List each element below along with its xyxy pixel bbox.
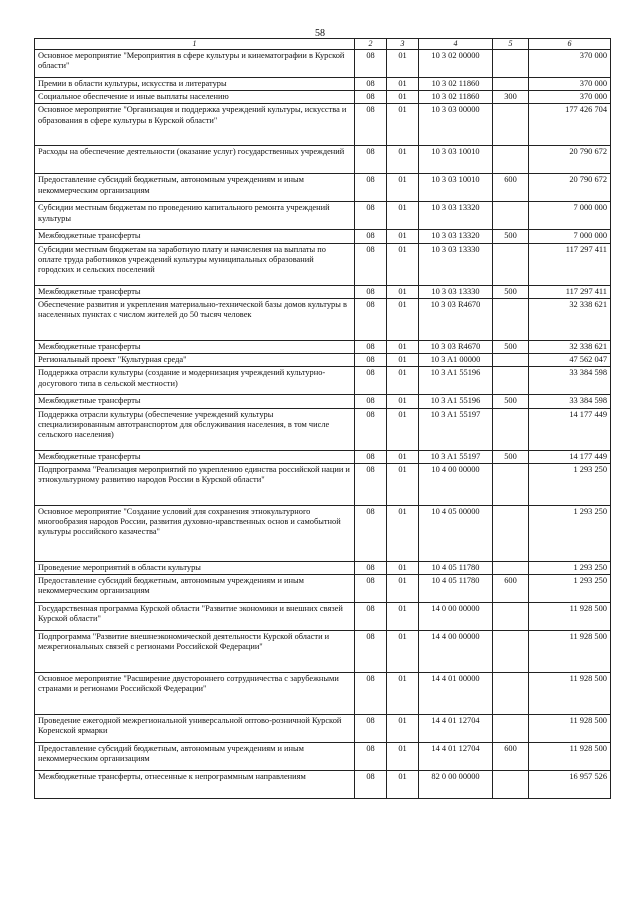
section-cell: 08	[355, 91, 387, 104]
expense-type-cell	[493, 603, 529, 631]
expense-type-cell	[493, 146, 529, 174]
subsection-cell: 01	[387, 49, 419, 77]
name-cell: Основное мероприятие "Мероприятия в сфере культуры и кинематографии в Курской области"	[35, 49, 355, 77]
name-cell: Поддержка отрасли культуры (создание и модернизация учреждений культурно-досугового типа в сельской местности)	[35, 367, 355, 395]
table-row	[35, 743, 611, 771]
expense-type-cell	[493, 202, 529, 230]
expense-type-cell	[493, 243, 529, 285]
amount-cell: 11 928 500	[529, 743, 611, 771]
section-cell: 08	[355, 408, 387, 450]
subsection-cell: 01	[387, 174, 419, 202]
target-article-cell: 10 3 03 13330	[419, 285, 493, 298]
section-cell: 08	[355, 285, 387, 298]
target-article-cell: 10 3 03 13330	[419, 243, 493, 285]
name-cell: Проведение ежегодной межрегиональной универсальной оптово-розничной Курской Коренской ярмарки	[35, 715, 355, 743]
amount-cell: 32 338 621	[529, 298, 611, 340]
target-article-cell: 10 3 02 00000	[419, 49, 493, 77]
name-cell: Основное мероприятие "Расширение двустороннего сотрудничества с зарубежными странами и регионами Российской Федерации"	[35, 673, 355, 715]
table-row	[35, 230, 611, 243]
name-cell: Проведение мероприятий в области культуры	[35, 561, 355, 574]
table-row	[35, 408, 611, 450]
col-header-subsection: 3	[387, 39, 419, 50]
name-cell: Основное мероприятие "Организация и поддержка учреждений культуры, искусства и образования в сфере культуры в Курской области"	[35, 104, 355, 146]
expense-type-cell	[493, 463, 529, 505]
subsection-cell: 01	[387, 298, 419, 340]
subsection-cell: 01	[387, 408, 419, 450]
table-row	[35, 174, 611, 202]
name-cell: Региональный проект "Культурная среда"	[35, 354, 355, 367]
section-cell: 08	[355, 146, 387, 174]
table-row	[35, 505, 611, 561]
amount-cell: 14 177 449	[529, 450, 611, 463]
subsection-cell: 01	[387, 463, 419, 505]
target-article-cell: 10 3 03 R4670	[419, 340, 493, 353]
section-cell: 08	[355, 104, 387, 146]
table-row	[35, 49, 611, 77]
table-row	[35, 561, 611, 574]
section-cell: 08	[355, 340, 387, 353]
target-article-cell: 14 4 01 00000	[419, 673, 493, 715]
table-row	[35, 285, 611, 298]
amount-cell: 1 293 250	[529, 561, 611, 574]
subsection-cell: 01	[387, 230, 419, 243]
subsection-cell: 01	[387, 202, 419, 230]
target-article-cell: 14 4 00 00000	[419, 631, 493, 673]
expense-type-cell	[493, 715, 529, 743]
amount-cell: 1 293 250	[529, 575, 611, 603]
target-article-cell: 10 4 00 00000	[419, 463, 493, 505]
amount-cell: 11 928 500	[529, 603, 611, 631]
table-row	[35, 771, 611, 799]
expense-type-cell	[493, 367, 529, 395]
amount-cell: 32 338 621	[529, 340, 611, 353]
target-article-cell: 10 4 05 11780	[419, 561, 493, 574]
amount-cell: 20 790 672	[529, 174, 611, 202]
amount-cell: 11 928 500	[529, 673, 611, 715]
amount-cell: 7 000 000	[529, 202, 611, 230]
table-row	[35, 104, 611, 146]
amount-cell: 11 928 500	[529, 715, 611, 743]
amount-cell: 1 293 250	[529, 463, 611, 505]
expense-type-cell: 600	[493, 743, 529, 771]
target-article-cell: 10 3 A1 55196	[419, 395, 493, 408]
target-article-cell: 10 3 03 R4670	[419, 298, 493, 340]
target-article-cell: 14 4 01 12704	[419, 743, 493, 771]
amount-cell: 33 384 598	[529, 367, 611, 395]
section-cell: 08	[355, 575, 387, 603]
table-row	[35, 340, 611, 353]
amount-cell: 33 384 598	[529, 395, 611, 408]
target-article-cell: 10 4 05 11780	[419, 575, 493, 603]
amount-cell: 1 293 250	[529, 505, 611, 561]
name-cell: Социальное обеспечение и иные выплаты населению	[35, 91, 355, 104]
name-cell: Предоставление субсидий бюджетным, автономным учреждениям и иным некоммерческим организациям	[35, 743, 355, 771]
subsection-cell: 01	[387, 77, 419, 90]
name-cell: Премии в области культуры, искусства и литературы	[35, 77, 355, 90]
table-row	[35, 603, 611, 631]
amount-cell: 370 000	[529, 49, 611, 77]
expense-type-cell	[493, 505, 529, 561]
table-row	[35, 395, 611, 408]
name-cell: Межбюджетные трансферты, отнесенные к непрограммным направлениям	[35, 771, 355, 799]
expense-type-cell	[493, 77, 529, 90]
section-cell: 08	[355, 49, 387, 77]
subsection-cell: 01	[387, 743, 419, 771]
name-cell: Межбюджетные трансферты	[35, 450, 355, 463]
budget-table	[34, 38, 611, 799]
subsection-cell: 01	[387, 575, 419, 603]
section-cell: 08	[355, 505, 387, 561]
name-cell: Предоставление субсидий бюджетным, автономным учреждениям и иным некоммерческим организациям	[35, 575, 355, 603]
table-row	[35, 146, 611, 174]
amount-cell: 7 000 000	[529, 230, 611, 243]
section-cell: 08	[355, 202, 387, 230]
section-cell: 08	[355, 230, 387, 243]
target-article-cell: 10 3 02 11860	[419, 77, 493, 90]
name-cell: Государственная программа Курской области "Развитие экономики и внешних связей Курской области"	[35, 603, 355, 631]
section-cell: 08	[355, 298, 387, 340]
amount-cell: 117 297 411	[529, 243, 611, 285]
section-cell: 08	[355, 77, 387, 90]
section-cell: 08	[355, 174, 387, 202]
section-cell: 08	[355, 450, 387, 463]
subsection-cell: 01	[387, 771, 419, 799]
expense-type-cell	[493, 104, 529, 146]
target-article-cell: 14 4 01 12704	[419, 715, 493, 743]
table-row	[35, 354, 611, 367]
target-article-cell: 82 0 00 00000	[419, 771, 493, 799]
col-header-section: 2	[355, 39, 387, 50]
target-article-cell: 10 3 03 13320	[419, 230, 493, 243]
name-cell: Основное мероприятие "Создание условий для сохранения этнокультурного многообразия народов России, развития духовно-нравственных основ и самобытной культуры российского казачества"	[35, 505, 355, 561]
subsection-cell: 01	[387, 104, 419, 146]
section-cell: 08	[355, 603, 387, 631]
subsection-cell: 01	[387, 673, 419, 715]
name-cell: Подпрограмма "Развитие внешнеэкономической деятельности Курской области и межрегиональных связей с регионами Российской Федерации"	[35, 631, 355, 673]
expense-type-cell	[493, 298, 529, 340]
subsection-cell: 01	[387, 91, 419, 104]
name-cell: Субсидии местным бюджетам по проведению капитального ремонта учреждений культуры	[35, 202, 355, 230]
expense-type-cell: 500	[493, 340, 529, 353]
name-cell: Межбюджетные трансферты	[35, 340, 355, 353]
expense-type-cell: 600	[493, 174, 529, 202]
amount-cell: 14 177 449	[529, 408, 611, 450]
expense-type-cell: 300	[493, 91, 529, 104]
amount-cell: 20 790 672	[529, 146, 611, 174]
subsection-cell: 01	[387, 631, 419, 673]
expense-type-cell	[493, 561, 529, 574]
name-cell: Межбюджетные трансферты	[35, 395, 355, 408]
table-row	[35, 91, 611, 104]
amount-cell: 177 426 704	[529, 104, 611, 146]
section-cell: 08	[355, 395, 387, 408]
table-row	[35, 450, 611, 463]
subsection-cell: 01	[387, 505, 419, 561]
col-header-target-article: 4	[419, 39, 493, 50]
target-article-cell: 10 3 A1 55196	[419, 367, 493, 395]
target-article-cell: 10 4 05 00000	[419, 505, 493, 561]
amount-cell: 370 000	[529, 77, 611, 90]
name-cell: Обеспечение развития и укрепления материально-технической базы домов культуры в населенных пунктах с числом жителей до 50 тысяч человек	[35, 298, 355, 340]
section-cell: 08	[355, 463, 387, 505]
expense-type-cell	[493, 49, 529, 77]
expense-type-cell	[493, 408, 529, 450]
subsection-cell: 01	[387, 146, 419, 174]
table-row	[35, 463, 611, 505]
table-row	[35, 202, 611, 230]
section-cell: 08	[355, 673, 387, 715]
section-cell: 08	[355, 631, 387, 673]
name-cell: Субсидии местным бюджетам на заработную плату и начисления на выплаты по оплате труда работников учреждений культуры муниципальных образований городских и сельских поселений	[35, 243, 355, 285]
target-article-cell: 14 0 00 00000	[419, 603, 493, 631]
col-header-expense-type: 5	[493, 39, 529, 50]
subsection-cell: 01	[387, 603, 419, 631]
subsection-cell: 01	[387, 561, 419, 574]
expense-type-cell: 500	[493, 285, 529, 298]
table-row	[35, 575, 611, 603]
page-number: 58	[315, 28, 325, 39]
section-cell: 08	[355, 743, 387, 771]
expense-type-cell	[493, 631, 529, 673]
section-cell: 08	[355, 354, 387, 367]
subsection-cell: 01	[387, 715, 419, 743]
section-cell: 08	[355, 771, 387, 799]
name-cell: Межбюджетные трансферты	[35, 285, 355, 298]
expense-type-cell: 600	[493, 575, 529, 603]
subsection-cell: 01	[387, 243, 419, 285]
table-row	[35, 367, 611, 395]
amount-cell: 16 957 526	[529, 771, 611, 799]
col-header-amount: 6	[529, 39, 611, 50]
expense-type-cell	[493, 354, 529, 367]
target-article-cell: 10 3 A1 00000	[419, 354, 493, 367]
table-row	[35, 631, 611, 673]
name-cell: Предоставление субсидий бюджетным, автономным учреждениям и иным некоммерческим организациям	[35, 174, 355, 202]
name-cell: Межбюджетные трансферты	[35, 230, 355, 243]
amount-cell: 11 928 500	[529, 631, 611, 673]
expense-type-cell	[493, 673, 529, 715]
table-row	[35, 298, 611, 340]
target-article-cell: 10 3 03 10010	[419, 174, 493, 202]
table-row	[35, 715, 611, 743]
name-cell: Подпрограмма "Реализация мероприятий по укреплению единства российской нации и этнокультурному развитию народов России в Курской области"	[35, 463, 355, 505]
expense-type-cell: 500	[493, 450, 529, 463]
section-cell: 08	[355, 367, 387, 395]
section-cell: 08	[355, 715, 387, 743]
name-cell: Поддержка отрасли культуры (обеспечение учреждений культуры специализированным автотранспортом для обслуживания населения, в том числе сельского населения)	[35, 408, 355, 450]
amount-cell: 47 562 047	[529, 354, 611, 367]
subsection-cell: 01	[387, 395, 419, 408]
target-article-cell: 10 3 02 11860	[419, 91, 493, 104]
target-article-cell: 10 3 A1 55197	[419, 450, 493, 463]
amount-cell: 370 000	[529, 91, 611, 104]
expense-type-cell: 500	[493, 395, 529, 408]
col-header-name: 1	[35, 39, 355, 50]
amount-cell: 117 297 411	[529, 285, 611, 298]
section-cell: 08	[355, 243, 387, 285]
target-article-cell: 10 3 A1 55197	[419, 408, 493, 450]
subsection-cell: 01	[387, 367, 419, 395]
target-article-cell: 10 3 03 13320	[419, 202, 493, 230]
target-article-cell: 10 3 03 00000	[419, 104, 493, 146]
subsection-cell: 01	[387, 285, 419, 298]
subsection-cell: 01	[387, 450, 419, 463]
name-cell: Расходы на обеспечение деятельности (оказание услуг) государственных учреждений	[35, 146, 355, 174]
header-row	[35, 39, 611, 50]
subsection-cell: 01	[387, 340, 419, 353]
expense-type-cell	[493, 771, 529, 799]
expense-type-cell: 500	[493, 230, 529, 243]
target-article-cell: 10 3 03 10010	[419, 146, 493, 174]
section-cell: 08	[355, 561, 387, 574]
subsection-cell: 01	[387, 354, 419, 367]
table-row	[35, 243, 611, 285]
table-row	[35, 673, 611, 715]
table-row	[35, 77, 611, 90]
